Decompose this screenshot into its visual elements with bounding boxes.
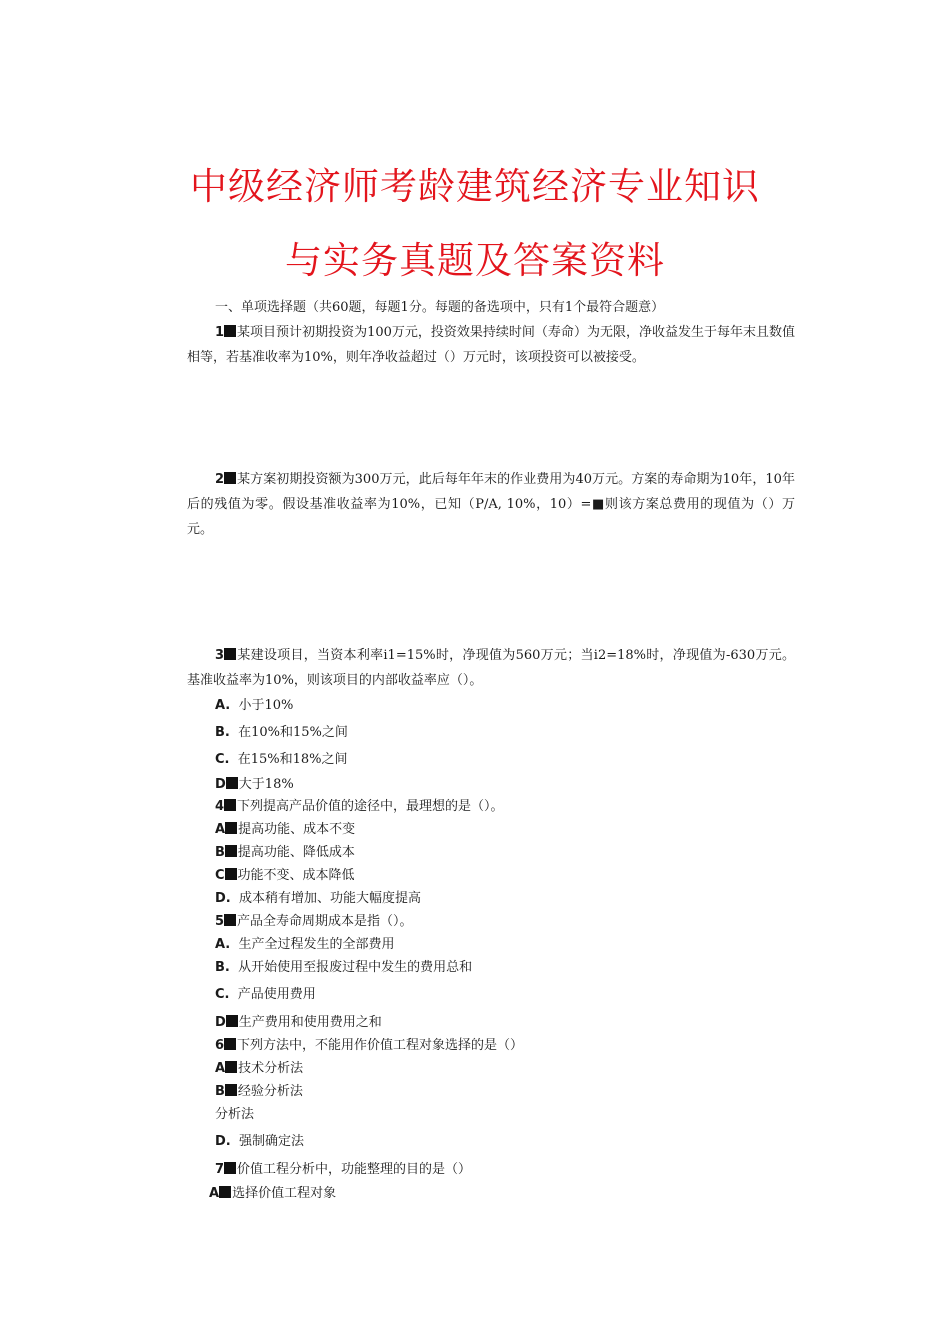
option-c [215, 1106, 254, 1124]
option-label: A [215, 1061, 226, 1076]
option-text: 从开始使用至报废过程中发生的费用总和 [238, 960, 473, 975]
option-text: 技术分析法 [238, 1061, 304, 1076]
option-label: C. [215, 752, 230, 767]
question-2 [187, 467, 795, 542]
question-number: 3 [215, 648, 225, 663]
doc-title-line2: 与实务真题及答案资料 [285, 239, 665, 282]
option-c [215, 986, 316, 1004]
question-1 [187, 320, 795, 370]
option-label: B. [215, 725, 230, 740]
option-a [215, 1060, 303, 1078]
question-3 [187, 643, 795, 693]
square-bullet-icon [225, 1084, 237, 1096]
option-text: 在10%和15%之间 [238, 725, 348, 740]
square-bullet-icon [224, 1038, 236, 1050]
question-text: 产品全寿命周期成本是指（）。 [237, 914, 413, 929]
option-label: A [215, 822, 226, 837]
square-bullet-icon [224, 325, 236, 337]
option-text: 提高功能、成本不变 [238, 822, 356, 837]
option-label: B [215, 1084, 225, 1099]
question-7 [215, 1161, 471, 1179]
option-a [215, 821, 355, 839]
square-bullet-icon [225, 1061, 237, 1073]
option-label: A. [215, 698, 231, 713]
question-6 [215, 1037, 523, 1055]
square-bullet-icon [224, 799, 236, 811]
square-bullet-icon [225, 868, 237, 880]
option-label: D. [215, 1134, 231, 1149]
option-d [215, 776, 294, 794]
square-bullet-icon [225, 845, 237, 857]
option-text: 经验分析法 [237, 1084, 303, 1099]
option-c [215, 867, 355, 885]
square-bullet-icon [224, 472, 236, 484]
doc-title-line1: 中级经济师考龄建筑经济专业知识 [190, 165, 760, 208]
option-text: 成本稍有增加、功能大幅度提高 [239, 891, 422, 906]
square-bullet-icon [226, 777, 238, 789]
question-number: 7 [215, 1162, 225, 1177]
option-c [215, 751, 348, 769]
option-label: D [215, 1015, 226, 1030]
option-label: B [215, 845, 225, 860]
option-a [215, 697, 293, 715]
question-text: 价值工程分析中，功能整理的目的是（） [237, 1162, 472, 1177]
question-number: 1 [215, 325, 225, 340]
option-label: D. [215, 891, 231, 906]
square-bullet-icon [225, 822, 237, 834]
option-text: 提高功能、降低成本 [237, 845, 355, 860]
question-number: 4 [215, 799, 225, 814]
option-text: 在15%和18%之间 [237, 752, 348, 767]
question-number: 2 [215, 472, 225, 487]
option-d [215, 1133, 304, 1151]
option-text: 选择价值工程对象 [232, 1186, 337, 1201]
option-b [215, 959, 472, 977]
option-b [215, 844, 355, 862]
option-label: C [215, 868, 225, 883]
square-bullet-icon [226, 1015, 238, 1027]
option-text: 生产全过程发生的全部费用 [238, 937, 395, 952]
option-label: A [209, 1186, 220, 1201]
question-number: 6 [215, 1038, 225, 1053]
option-text: 分析法 [215, 1107, 255, 1122]
option-text: 小于10% [238, 698, 294, 713]
option-label: D [215, 777, 226, 792]
question-5 [215, 913, 413, 931]
question-number: 5 [215, 914, 225, 929]
question-text: 下列提高产品价值的途径中，最理想的是（）。 [237, 799, 504, 814]
option-d [215, 1014, 382, 1032]
option-a [209, 1185, 336, 1203]
square-bullet-icon [224, 914, 236, 926]
square-bullet-icon [224, 1162, 236, 1174]
question-text: 某项目预计初期投资为100万元，投资效果持续时间（寿命）为无限，净收益发生于每年末且数值相等，若基准收率为10%，则年净收益超过（）万元时，该项投资可以被接受。 [187, 325, 795, 365]
square-bullet-icon [224, 648, 236, 660]
option-label: A. [215, 937, 231, 952]
option-text: 大于18% [238, 777, 294, 792]
option-text: 产品使用费用 [237, 987, 316, 1002]
square-bullet-icon [219, 1186, 231, 1198]
question-text: 下列方法中，不能用作价值工程对象选择的是（） [237, 1038, 524, 1053]
option-d [215, 890, 421, 908]
option-label: C. [215, 987, 230, 1002]
option-a [215, 936, 395, 954]
option-text: 功能不变、成本降低 [237, 868, 355, 883]
question-text: 某建设项目，当资本利率i1=15%时，净现值为560万元；当i2=18%时，净现值为-630万元。基准收益率为10%，则该项目的内部收益率应（）。 [187, 648, 795, 688]
option-label: B. [215, 960, 230, 975]
option-text: 生产费用和使用费用之和 [238, 1015, 382, 1030]
option-text: 强制确定法 [239, 1134, 305, 1149]
question-text: 某方案初期投资额为300万元，此后每年年末的作业费用为40万元。方案的寿命期为10年，10年后的残值为零。假设基准收益率为10%，已知（P/A, 10%，10）=■则该方案总费用的现值为（）万元。 [187, 472, 795, 537]
section-heading: 一、单项选择题（共60题，每题1分。每题的备选项中，只有1个最符合题意） [215, 300, 665, 315]
question-4 [215, 798, 504, 816]
option-b [215, 724, 348, 742]
option-b [215, 1083, 303, 1101]
